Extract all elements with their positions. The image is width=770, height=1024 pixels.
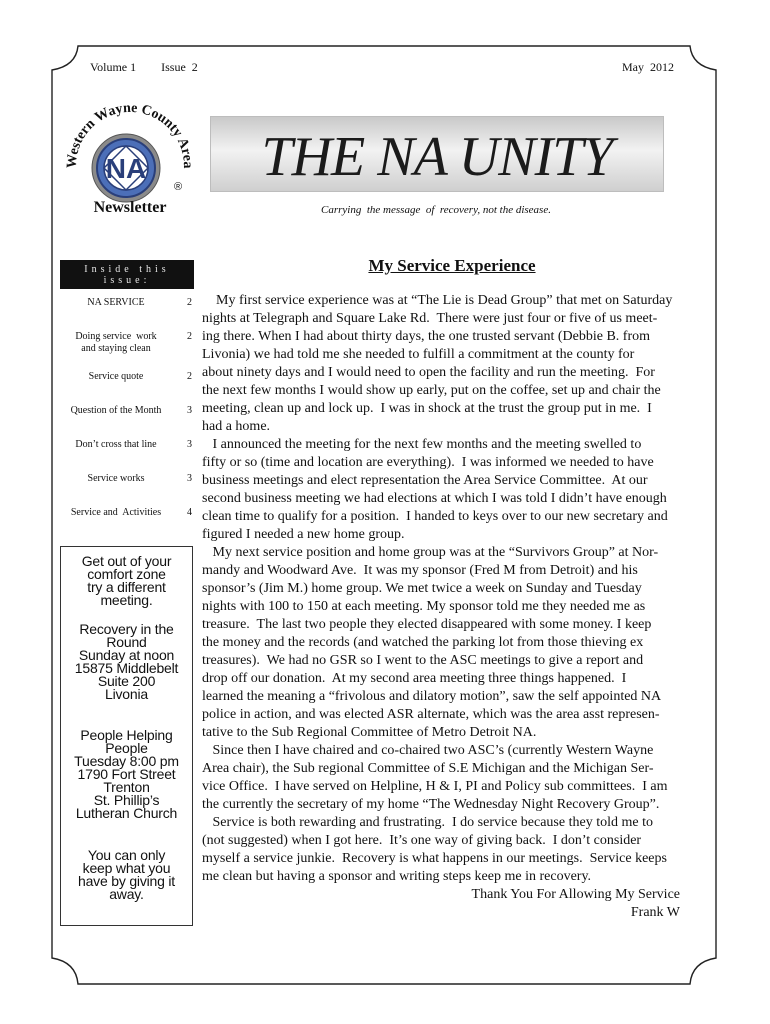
volume-issue-line [90, 60, 220, 75]
article-line: myself a service junkie. Recovery is what happens in our meetings. Service keeps [202, 851, 667, 866]
article-line: had a home. [202, 419, 271, 434]
article-line: learned the meaning a “frivolous and dilatory motion”, saw the self appointed NA [202, 689, 662, 704]
toc-item-page: 2 [187, 371, 192, 382]
article-line: ing there. When I had about thirty days, the one trusted servant (Debbie B. from [202, 329, 651, 344]
article-line: (not suggested) when I got here. It’s one way of giving back. I don’t consider [202, 833, 642, 848]
article-line: the next few months I would show up early, put on the coffee, set up and chair the [202, 383, 661, 398]
article-line: Since then I have chaired and co-chaired two ASC’s (currently Western Wayne [202, 743, 654, 758]
volume-label: Volume 1 [90, 60, 137, 74]
toc-item[interactable] [60, 473, 194, 485]
toc-item-label: and staying clean [81, 343, 151, 354]
inside-this-issue-heading [60, 260, 194, 289]
heading-line-1: Inside this [84, 264, 170, 275]
newsletter-title: THE NA UNITY [261, 126, 613, 188]
toc-item-page: 2 [187, 331, 192, 342]
quote-giving-it-away [61, 849, 192, 901]
article-line: fifty or so (time and location are everything). I was informed we needed to have [202, 455, 654, 470]
quote-line: Get out of your [81, 553, 172, 569]
toc-item[interactable] [60, 405, 194, 417]
toc-item-label: Service and Activities [70, 507, 162, 518]
quote-line: Trenton [103, 779, 150, 795]
article-title: My Service Experience [368, 256, 536, 275]
issue-date: May 2012 [622, 60, 674, 74]
logo-center-mark: NA [105, 153, 147, 184]
article-line: Area chair), the Sub regional Committee of S.E Michigan and the Michigan Ser- [202, 761, 654, 776]
quote-comfort-zone [61, 555, 192, 607]
article-line: drop off our donation. At my second area meeting three things happened. I [202, 671, 627, 686]
issue-label: Issue 2 [161, 60, 198, 74]
article-line: treasure. The last two people they elected disappeared with some money. I keep [202, 617, 652, 632]
article-body [202, 292, 706, 922]
article-line: I announced the meeting for the next few months and the meeting swelled to [202, 437, 642, 452]
quote-line: Lutheran Church [75, 805, 178, 821]
meeting-recovery-in-the-round [61, 623, 192, 701]
article-line: business meetings and elect representation the Area Service Committee. At our [202, 473, 648, 488]
registered-mark: ® [174, 181, 183, 193]
toc-item-page: 3 [187, 439, 192, 450]
article-line: treasures). We had no GSR so I went to the ASC meetings to give a report and [202, 653, 644, 668]
article-line: My first service experience was at “The Lie is Dead Group” that met on Saturday [202, 293, 673, 308]
toc-item-page: 2 [187, 297, 192, 308]
article-line: Service is both rewarding and frustrating. I do service because they told me to [202, 815, 653, 830]
toc-item[interactable] [60, 439, 194, 451]
article-closing: Thank You For Allowing My Service [471, 887, 680, 902]
toc-item[interactable] [60, 331, 194, 355]
quote-line: Suite 200 [97, 673, 156, 689]
quote-line: Livonia [105, 686, 148, 702]
quote-line: 15875 Middlebelt [74, 660, 179, 676]
logo-bottom-text: Newsletter [93, 199, 167, 216]
quote-line: comfort zone [87, 566, 166, 582]
quote-line: Tuesday 8:00 pm [74, 753, 179, 769]
quote-line: Recovery in the [79, 621, 174, 637]
quote-line: 1790 Fort Street [77, 766, 176, 782]
toc-item-label: Service works [87, 473, 145, 484]
article-line: about ninety days and I would need to open the facility and run the meeting. For [202, 365, 655, 380]
quote-line: People [105, 740, 148, 756]
article-line: nights with 100 to 150 at each meeting. My sponsor told me they needed me as [202, 599, 646, 614]
toc-item-label: NA SERVICE [87, 297, 145, 308]
logo-arc-textpath: Western Wayne County Area [64, 100, 196, 169]
quote-line: St. Phillip’s [93, 792, 160, 808]
masthead-banner [210, 116, 664, 192]
quote-line: You can only [87, 847, 166, 863]
article-line: me clean but having a sponsor and writing steps keep me in recovery. [202, 869, 592, 884]
toc-item-page: 4 [187, 507, 192, 518]
article-line: figured I needed a new home group. [202, 527, 405, 542]
sidebar-quote-box [60, 546, 193, 926]
article-line: the money and the records (and watched the parking lot from those thieving ex [202, 635, 644, 650]
meeting-people-helping-people [61, 729, 192, 820]
toc-item-label: Don’t cross that line [75, 439, 157, 450]
article-line: clean time to qualify for a position. I handed to keys over to our new secretary and [202, 509, 668, 524]
toc-item-page: 3 [187, 405, 192, 416]
quote-line: keep what you [82, 860, 171, 876]
toc-item[interactable] [60, 507, 194, 519]
toc-item[interactable] [60, 297, 194, 309]
tagline: Carrying the message of recovery, not the disease. [321, 204, 551, 216]
quote-line: away. [109, 886, 144, 902]
article-line: vice Office. I have served on Helpline, H & I, PI and Policy sub committees. I am [202, 779, 668, 794]
article-signature: Frank W [630, 905, 680, 920]
quote-line: People Helping [80, 727, 173, 743]
article-line: meeting, clean up and lock up. I was in shock at the trust the group put in me. I [202, 401, 652, 416]
article-line: sponsor’s (Jim M.) home group. We met twice a week on Sunday and Tuesday [202, 581, 642, 596]
toc-item-label: Question of the Month [70, 405, 162, 416]
na-logo [62, 96, 198, 220]
article-line: nights at Telegraph and Square Lake Rd. There were just four or five of us meet- [202, 311, 658, 326]
article-line: My next service position and home group was at the “Survivors Group” at Nor- [202, 545, 659, 560]
quote-line: try a different [87, 579, 166, 595]
toc-item-page: 3 [187, 473, 192, 484]
quote-line: Sunday at noon [78, 647, 175, 663]
quote-line: meeting. [100, 592, 153, 608]
article-line: mandy and Woodward Ave. It was my sponsor (Fred M from Detroit) and his [202, 563, 638, 578]
article-line: Livonia) we had told me she needed to fulfill a commitment at the county for [202, 347, 635, 362]
article-line: tative to the Sub Regional Committee of Metro Detroit NA. [202, 725, 537, 740]
article-line: second business meeting we had elections at which I was told I didn’t have enough [202, 491, 667, 506]
quote-line: Round [106, 634, 147, 650]
quote-line: have by giving it [78, 873, 175, 889]
toc-item-label: Service quote [88, 371, 144, 382]
article-line: the currently the secretary of my home “The Wednesday Night Recovery Group”. [202, 797, 660, 812]
inside-this-issue-sidebar [60, 260, 194, 519]
toc-item[interactable] [60, 371, 194, 383]
heading-line-2: issue: [103, 275, 151, 286]
toc-item-label: Doing service work [75, 331, 157, 342]
article-line: police in action, and was elected ASR alternate, which was the area asst represen- [202, 707, 660, 722]
